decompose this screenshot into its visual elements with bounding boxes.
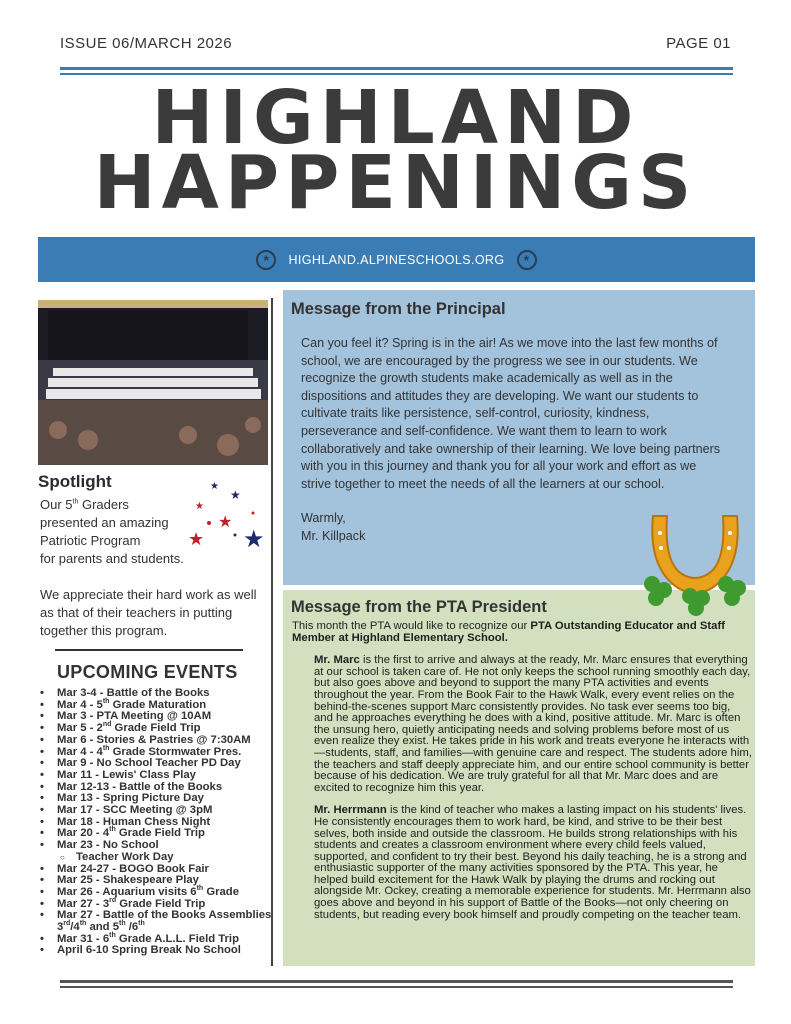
appreciation-text: We appreciate their hard work as well as that of their teachers in putting together this program.	[40, 587, 257, 638]
event-text: Mar 3-4 - Battle of the Books	[57, 687, 210, 699]
spotlight-line: Patriotic Program	[40, 533, 141, 548]
event-text: Grade Field Trip	[111, 722, 201, 735]
events-list	[38, 688, 273, 957]
masthead-title-line2: HAPPENINGS	[93, 140, 698, 226]
event-text: Teacher Work Day	[76, 850, 174, 863]
event-text: Mar 31 - 6	[57, 932, 110, 945]
event-text: Mar 24-27 - BOGO Book Fair	[57, 862, 209, 875]
herrmann-name: Mr. Herrmann	[314, 804, 387, 817]
superscript: nd	[102, 721, 112, 729]
event-text: Mar 5 - 2	[57, 722, 103, 735]
column-divider	[271, 298, 273, 966]
superscript: th	[118, 920, 126, 928]
event-text: Grade A.L.L. Field Trip	[115, 932, 239, 945]
website-bar	[38, 237, 755, 282]
principal-body: Can you feel it? Spring is in the air! As we move into the last few months of school, we are encouraged by the progress we see in our students. We recognize the growth students make academically as well as in the dispositions and attitudes they are developing. We want our students to cultivate traits like persistence, self-control, curiosity, kindness, perseverance and self-confidence. We want them to learn to work collaboratively and take ownership of their learning. We love being partners with you in this journey and thank you for all your work and effort as we strive together to meet the needs of all the learners at our school.	[301, 336, 721, 491]
event-text: Mar 4 - 5	[57, 698, 103, 711]
issue-label: ISSUE 06/MARCH 2026	[60, 35, 233, 52]
spotlight-line: presented an amazing	[40, 515, 169, 530]
event-text: Mar 27 - 3	[57, 897, 110, 910]
marc-name: Mr. Marc	[314, 654, 360, 667]
event-text: Grade Field Trip	[116, 897, 206, 910]
header-divider	[60, 67, 733, 75]
event-text: Mar 11 - Lewis' Class Play	[57, 768, 196, 781]
event-text: Grade Maturation	[109, 698, 207, 711]
event-text: and 5	[86, 921, 119, 934]
masthead-title-line1: HIGHLAND	[151, 75, 640, 161]
event-text: Mar 26 - Aquarium visits 6	[57, 885, 197, 898]
pta-intro: This month the PTA would like to recognize our	[292, 620, 531, 632]
principal-heading: Message from the Principal	[291, 300, 506, 318]
event-text: Mar 9 - No School Teacher PD Day	[57, 757, 241, 770]
event-text: Mar 6 - Stories & Pastries @ 7:30AM	[57, 733, 251, 746]
event-text: Mar 18 - Human Chess Night	[57, 815, 211, 828]
event-text: Mar 13 - Spring Picture Day	[57, 792, 204, 805]
event-text: Mar 20 - 4	[57, 827, 110, 840]
superscript: rd	[63, 920, 71, 928]
event-item	[38, 910, 273, 933]
stars-icon	[185, 475, 270, 555]
pta-intro-bold: PTA Outstanding Educator and Staff Member at Highland Elementary School.	[292, 620, 725, 644]
svg-text:★: ★	[210, 481, 219, 492]
patriotic-program-photo	[38, 300, 268, 465]
horseshoe-clover-icon	[638, 508, 753, 618]
svg-text:★: ★	[218, 512, 233, 531]
divider	[55, 649, 243, 651]
event-text: /6	[125, 921, 139, 934]
event-text: Mar 17 - SCC Meeting @ 3pM	[57, 804, 213, 817]
page-number: PAGE 01	[666, 35, 731, 52]
event-item	[38, 945, 273, 957]
event-text: /4	[70, 921, 80, 934]
event-text: Mar 25 - Shakespeare Play	[57, 874, 199, 887]
pta-message	[283, 590, 755, 966]
spotlight-heading: Spotlight	[38, 472, 112, 491]
event-text: Mar 12-13 - Battle of the Books	[57, 780, 223, 793]
spotlight-line: for parents and students.	[40, 551, 184, 566]
svg-text:★: ★	[230, 488, 241, 502]
superscript: th	[196, 885, 204, 893]
superscript: th	[102, 744, 110, 752]
pta-heading: Message from the PTA President	[291, 598, 547, 616]
event-text: April 6-10 Spring Break No School	[57, 944, 241, 957]
event-text: Mar 23 - No School	[57, 839, 159, 852]
superscript: th	[102, 697, 110, 705]
principal-closing: Warmly,	[301, 511, 346, 526]
svg-text:★: ★	[243, 525, 265, 553]
superscript: th	[79, 920, 87, 928]
footer-divider	[60, 980, 733, 988]
svg-text:★: ★	[188, 529, 205, 550]
upcoming-events-heading: UPCOMING EVENTS	[57, 662, 238, 682]
spotlight-line: Our 5	[40, 497, 73, 512]
superscript: th	[72, 498, 79, 506]
event-text: Grade Stormwater Pres.	[109, 745, 242, 758]
event-text: Mar 3 - PTA Meeting @ 10AM	[57, 710, 212, 723]
event-text: Grade Field Trip	[115, 827, 205, 840]
event-text: Mar 4 - 4	[57, 745, 103, 758]
superscript: th	[138, 920, 145, 928]
website-link[interactable]: HIGHLAND.ALPINESCHOOLS.ORG	[288, 252, 505, 267]
asterisk-icon: *	[256, 250, 276, 270]
spotlight-text	[40, 496, 184, 568]
asterisk-icon: *	[517, 250, 537, 270]
spotlight-line: Graders	[78, 497, 129, 512]
event-text: Grade	[203, 885, 239, 898]
herrmann-body: is the kind of teacher who makes a lasting impact on his students' lives. He consistently encourages them to work hard, be kind, and strive to be their best selves, both inside and outside the classroom. He builds strong relationships with his students and creates a classroom environment where every child feels valued, supported, and confident to try their best. Beyond his daily teaching, he is a strong and enthusiastic supporter of the many activities sponsored by the PTA. This year, he helped build excitement for the Hawk Walk by playing the drums and rocking out alongside Mr. Ockey, creating a memorable experience for students. Mr. Herrmann also goes above and beyond in his support of Battle of the Books—not only cheering on students, but reading every book himself and proudly competing on the teacher team.	[314, 804, 751, 921]
svg-text:★: ★	[195, 501, 204, 512]
event-text: Mar 27 - Battle of the Books Assemblies 3	[57, 909, 272, 934]
superscript: th	[109, 826, 116, 834]
superscript: rd	[109, 896, 117, 904]
superscript: th	[109, 932, 116, 939]
principal-signature: Mr. Killpack	[301, 528, 366, 543]
marc-body: is the first to arrive and always at the ready, Mr. Marc ensures that everything at our school is taken care of. He not only keeps the school running smoothly each day, but also goes above and beyond to support the many PTA activities and events throughout the year. From the Book Fair to the Hawk Walk, every event relies on the behind-the-scenes support Marc consistently provides. No task ever seems too big, and he approaches everything he does with a kind, positive attitude. Mr. Marc is often the unsung hero, quietly anticipating needs and solving problems before most of us even realize they exist. He takes pride in his work and treats everyone he interacts with—students, staff, and families—with genuine care and respect. The students adore him, the teachers and staff deeply appreciate him, and our entire school community is better because of his dedication. We are truly grateful for all that Mr. Marc does and are excited to recognize him this year.	[314, 654, 752, 794]
